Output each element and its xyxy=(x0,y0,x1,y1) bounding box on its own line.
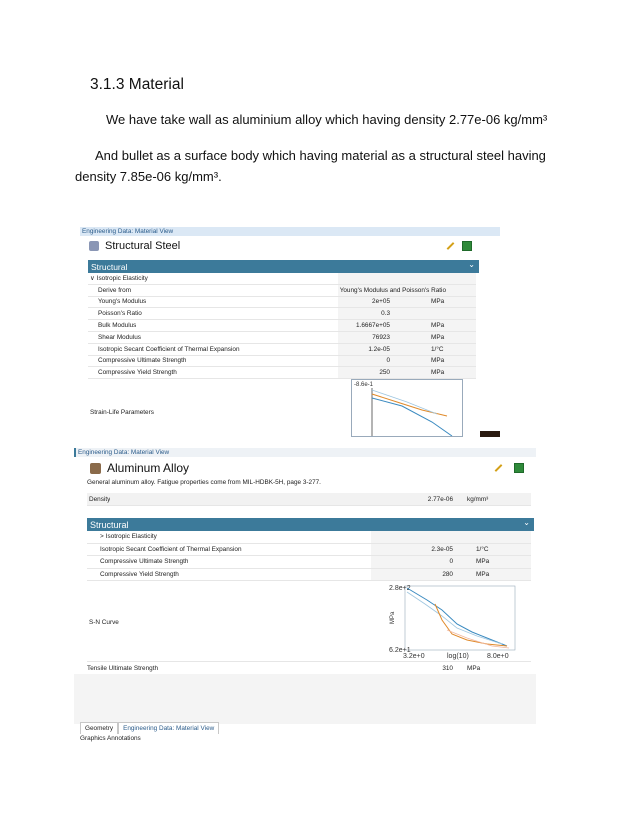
property-row xyxy=(88,297,476,309)
panel-title-bar xyxy=(80,227,500,236)
property-value: 0.3 xyxy=(381,310,390,318)
value-cell-bg xyxy=(338,308,476,319)
window-title: Engineering Data: Material View xyxy=(82,228,174,235)
density-label: Density xyxy=(89,495,111,503)
structural-steel-material-panel xyxy=(80,227,500,437)
section-title: Structural xyxy=(91,261,128,272)
sn-y-bottom-label: 6.2e+1 xyxy=(389,647,411,655)
tab-geometry[interactable]: Geometry xyxy=(80,722,118,734)
property-row xyxy=(88,356,476,368)
sn-curve-row xyxy=(87,581,531,662)
property-label-text: Isotropic Secant Coefficient of Thermal Expansion xyxy=(98,345,240,353)
density-row xyxy=(87,493,531,506)
property-row xyxy=(87,556,531,569)
tensile-value: 310 xyxy=(442,664,453,672)
property-row xyxy=(88,273,476,285)
property-value: 0 xyxy=(449,558,453,566)
property-label-text: Compressive Yield Strength xyxy=(100,571,179,579)
material-cube-icon xyxy=(89,241,99,251)
value-cell-bg xyxy=(338,332,476,343)
sn-y-top-label: 2.8e+2 xyxy=(389,585,411,593)
property-unit: MPa xyxy=(476,571,490,579)
tensile-label: Tensile Ultimate Strength xyxy=(87,664,159,672)
property-value: Young's Modulus and Poisson's Ratio xyxy=(339,286,446,294)
paragraph-bullet-material: And bullet as a surface body which having material as a structural steel having density 7.85e-06 kg/mm³. xyxy=(75,148,546,184)
edit-pencil-icon[interactable] xyxy=(447,242,455,250)
value-cell-bg xyxy=(338,367,476,378)
property-row xyxy=(88,332,476,344)
property-label xyxy=(87,558,188,565)
tensile-unit: MPa xyxy=(467,664,481,672)
property-label xyxy=(88,322,136,329)
property-label-text: Young's Modulus xyxy=(98,298,147,306)
property-label xyxy=(88,334,141,341)
expand-chevron-icon[interactable]: ∨ xyxy=(90,275,95,283)
edit-pencil-icon[interactable] xyxy=(495,464,503,472)
collapsed-chevron-icon[interactable]: > xyxy=(100,533,104,541)
property-value: 2e+05 xyxy=(372,298,390,306)
property-row xyxy=(87,531,531,544)
material-header xyxy=(74,457,536,479)
density-value: 2.77e-06 xyxy=(427,495,453,503)
strain-life-row xyxy=(88,379,476,435)
property-value: 0 xyxy=(386,357,390,365)
sn-y-unit-label: MPa xyxy=(390,612,396,625)
value-cell-bg xyxy=(371,531,531,543)
property-label xyxy=(88,310,142,317)
strain-life-curve-1 xyxy=(372,394,447,416)
property-value: 2.3e-05 xyxy=(431,545,453,553)
property-label-text: Derive from xyxy=(98,286,132,294)
property-label-text: Poisson's Ratio xyxy=(98,310,142,318)
property-label-text: Isotropic Elasticity xyxy=(105,533,157,541)
property-row xyxy=(88,344,476,356)
property-row xyxy=(88,320,476,332)
property-label[interactable] xyxy=(88,274,148,282)
graphics-annotations-label: Graphics Annotations xyxy=(80,735,141,742)
sn-curve-label: S-N Curve xyxy=(89,619,119,627)
spreadsheet-icon[interactable] xyxy=(462,241,472,251)
property-label xyxy=(88,298,146,305)
property-row xyxy=(88,308,476,320)
material-description: General aluminum alloy. Fatigue properties come from MIL-HDBK-5H, page 3-277. xyxy=(87,479,321,486)
property-unit: 1/°C xyxy=(476,545,489,553)
value-cell-bg xyxy=(338,356,476,367)
property-unit: MPa xyxy=(476,558,490,566)
section-heading: 3.1.3 Material xyxy=(90,76,184,93)
scroll-corner xyxy=(480,431,500,437)
property-table xyxy=(87,531,531,581)
property-value: 250 xyxy=(379,369,390,377)
property-label xyxy=(87,546,242,553)
chevron-down-icon[interactable]: ⌄ xyxy=(468,260,475,269)
material-cube-icon xyxy=(90,463,101,474)
density-unit: kg/mm³ xyxy=(467,495,489,503)
property-label xyxy=(88,287,131,294)
property-label-text: Isotropic Elasticity xyxy=(96,275,148,283)
aluminum-alloy-material-panel xyxy=(74,448,536,744)
strain-life-label: Strain-Life Parameters xyxy=(90,409,154,417)
property-table xyxy=(88,273,476,379)
property-label xyxy=(87,571,179,578)
sn-x-right-label: 8.0e+0 xyxy=(487,653,509,661)
property-label xyxy=(88,369,177,376)
value-cell-bg xyxy=(338,297,476,308)
property-value: 280 xyxy=(442,571,453,579)
spreadsheet-icon[interactable] xyxy=(514,463,524,473)
property-unit: 1/°C xyxy=(431,345,444,353)
value-cell-bg xyxy=(338,273,476,284)
property-label[interactable] xyxy=(87,533,157,540)
strain-life-curve-3 xyxy=(372,390,437,414)
property-label xyxy=(88,346,240,353)
property-label-text: Compressive Yield Strength xyxy=(98,369,177,377)
section-structural[interactable] xyxy=(87,518,534,531)
sn-x-mid-label: log(10) xyxy=(447,653,469,661)
chart-tick-top: -8.6e-1 xyxy=(354,382,374,389)
window-title: Engineering Data: Material View xyxy=(78,449,170,456)
property-unit: MPa xyxy=(431,333,445,341)
property-label-text: Compressive Ultimate Strength xyxy=(98,357,187,365)
value-cell-bg xyxy=(338,344,476,355)
tab-engineering-data[interactable]: Engineering Data: Material View xyxy=(118,722,219,734)
property-unit: MPa xyxy=(431,357,445,365)
strain-life-chart xyxy=(351,379,463,437)
empty-area xyxy=(74,674,536,724)
material-header xyxy=(80,236,500,256)
property-label-text: Shear Modulus xyxy=(98,333,141,341)
panel-title-bar xyxy=(74,448,536,457)
property-unit: MPa xyxy=(431,322,445,330)
property-label-text: Isotropic Secant Coefficient of Thermal Expansion xyxy=(100,545,242,553)
property-row xyxy=(87,569,531,582)
property-label-text: Compressive Ultimate Strength xyxy=(100,558,189,566)
sn-x-left-label: 3.2e+0 xyxy=(403,653,425,661)
property-row xyxy=(88,367,476,379)
property-row xyxy=(88,285,476,297)
section-title: Structural xyxy=(90,519,129,530)
material-name: Aluminum Alloy xyxy=(107,461,190,475)
sn-curve-chart xyxy=(387,582,517,660)
property-value: 76923 xyxy=(372,333,390,341)
material-name: Structural Steel xyxy=(105,240,181,252)
paragraph-wall-material: We have take wall as aluminium alloy which having density 2.77e-06 kg/mm³ xyxy=(106,112,548,127)
bottom-tab-bar xyxy=(80,722,219,734)
section-structural[interactable] xyxy=(88,260,479,273)
property-value: 1.2e-05 xyxy=(368,345,390,353)
property-unit: MPa xyxy=(431,298,445,306)
property-label-text: Bulk Modulus xyxy=(98,322,137,330)
chevron-down-icon[interactable]: ⌄ xyxy=(523,518,530,527)
property-value: 1.6667e+05 xyxy=(356,322,390,330)
property-label xyxy=(88,357,186,364)
property-unit: MPa xyxy=(431,369,445,377)
property-row xyxy=(87,544,531,557)
